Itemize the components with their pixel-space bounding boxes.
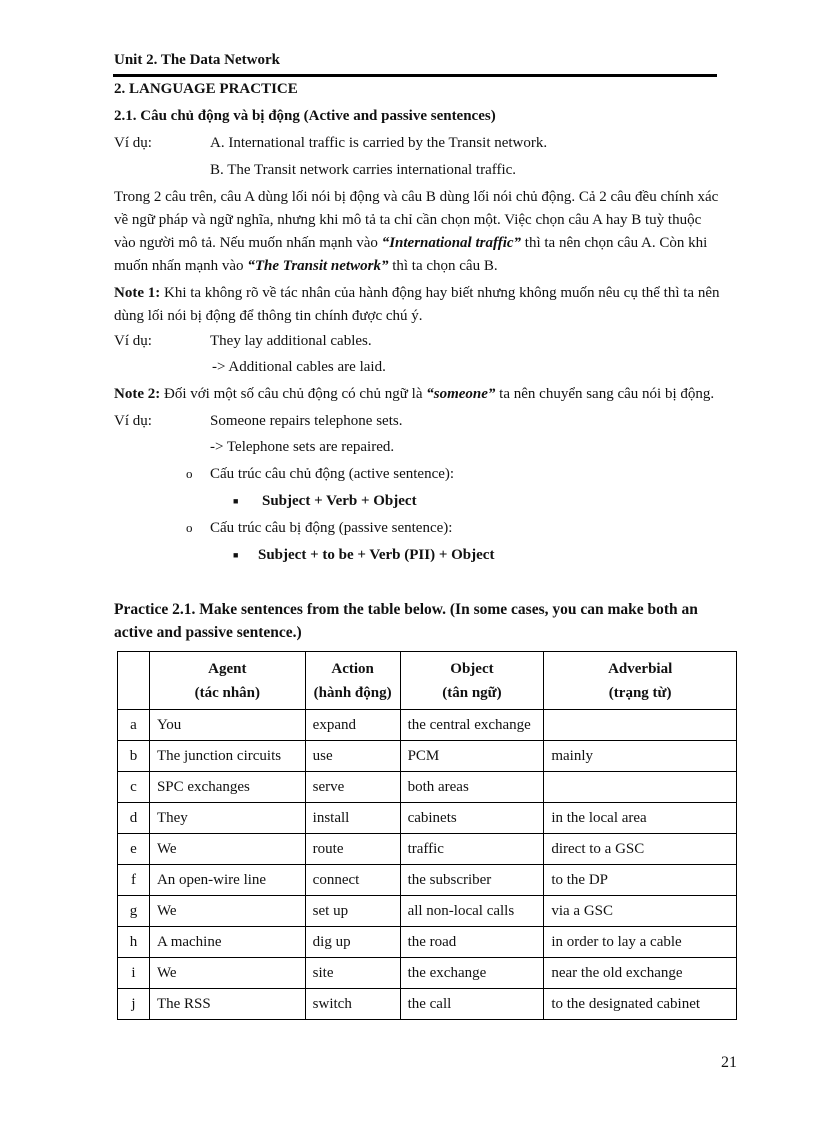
note-1-label: Note 1: xyxy=(114,285,161,301)
agent-cell: They xyxy=(149,803,305,834)
row-letter: i xyxy=(118,958,150,989)
note-2-text: Đối với một số câu chủ động có chủ ngữ là xyxy=(160,386,427,402)
action-cell: connect xyxy=(305,865,400,896)
object-cell: the subscriber xyxy=(400,865,544,896)
running-header: Unit 2. The Data Network xyxy=(114,52,280,68)
passive-structure-formula: Subject + to be + Verb (PII) + Object xyxy=(258,547,495,563)
action-cell: serve xyxy=(305,772,400,803)
table-row xyxy=(118,803,737,834)
action-cell: route xyxy=(305,834,400,865)
practice-instruction-line-1: Practice 2.1. Make sentences from the table below. (In some cases, you can make both an xyxy=(114,601,698,618)
paragraph-line-4 xyxy=(114,256,498,276)
agent-cell: We xyxy=(149,958,305,989)
object-cell: both areas xyxy=(400,772,544,803)
header-sublabel: (trạng từ) xyxy=(608,684,672,701)
paragraph-line-2: về ngữ pháp và ngữ nghĩa, nhưng khi mô tả ta chỉ cần chọn một. Việc chọn câu A hay B tuỳ thuộc xyxy=(114,212,702,228)
header-label: Object xyxy=(450,660,494,677)
note-2-text: ta nên chuyển sang câu nói bị động. xyxy=(495,386,715,402)
adverbial-cell xyxy=(544,772,737,803)
adverbial-cell: in order to lay a cable xyxy=(544,927,737,958)
table-row xyxy=(118,927,737,958)
emphasis-transit-network: “The Transit network” xyxy=(247,258,389,274)
table-row xyxy=(118,989,737,1020)
paragraph-line-3 xyxy=(114,233,707,253)
header-sublabel: (tác nhân) xyxy=(194,684,261,701)
action-cell: dig up xyxy=(305,927,400,958)
action-cell: use xyxy=(305,741,400,772)
object-cell: PCM xyxy=(400,741,544,772)
note-1-example-1: They lay additional cables. xyxy=(210,333,372,349)
object-cell: all non-local calls xyxy=(400,896,544,927)
action-cell: set up xyxy=(305,896,400,927)
header-action xyxy=(305,652,400,710)
paragraph-text: thì ta nên chọn câu A. Còn khi xyxy=(521,235,708,251)
table-row xyxy=(118,710,737,741)
agent-cell: An open-wire line xyxy=(149,865,305,896)
table-row xyxy=(118,772,737,803)
row-letter: c xyxy=(118,772,150,803)
section-subtitle: 2.1. Câu chủ động và bị động (Active and passive sentences) xyxy=(114,108,496,124)
row-letter: d xyxy=(118,803,150,834)
active-structure-formula: Subject + Verb + Object xyxy=(262,493,417,509)
note-2 xyxy=(114,384,714,404)
table-row xyxy=(118,741,737,772)
note-1-text: Khi ta không rõ về tác nhân của hành động hay biết nhưng không muốn nêu cụ thể thì ta nên xyxy=(160,285,720,301)
action-cell: site xyxy=(305,958,400,989)
row-letter: a xyxy=(118,710,150,741)
paragraph-text: muốn nhấn mạnh vào xyxy=(114,258,248,274)
agent-cell: SPC exchanges xyxy=(149,772,305,803)
header-label: Adverbial xyxy=(608,660,673,677)
paragraph-line-1: Trong 2 câu trên, câu A dùng lối nói bị động và câu B dùng lối nói chủ động. Cả 2 câu đều chính xác xyxy=(114,189,719,205)
note-1-example-2: -> Additional cables are laid. xyxy=(212,359,386,375)
header-label: Agent xyxy=(208,660,247,677)
agent-cell: A machine xyxy=(149,927,305,958)
note-2-example-label: Ví dụ: xyxy=(114,413,152,429)
active-structure-label: Cấu trúc câu chủ động (active sentence): xyxy=(210,466,455,482)
header-object xyxy=(400,652,544,710)
section-title: 2. LANGUAGE PRACTICE xyxy=(114,81,298,97)
note-2-label: Note 2: xyxy=(114,386,161,402)
row-letter: j xyxy=(118,989,150,1020)
square-bullet-icon: ■ xyxy=(233,496,239,506)
agent-cell: We xyxy=(149,834,305,865)
action-cell: install xyxy=(305,803,400,834)
emphasis-international-traffic: “International traffic” xyxy=(381,235,522,251)
agent-cell: You xyxy=(149,710,305,741)
row-letter: e xyxy=(118,834,150,865)
practice-instruction-line-2: active and passive sentence.) xyxy=(114,624,302,641)
header-label: Action xyxy=(331,660,374,677)
example-label: Ví dụ: xyxy=(114,135,152,151)
adverbial-cell: in the local area xyxy=(544,803,737,834)
action-cell: expand xyxy=(305,710,400,741)
adverbial-cell xyxy=(544,710,737,741)
note-1-example-label: Ví dụ: xyxy=(114,333,152,349)
row-letter: f xyxy=(118,865,150,896)
header-sublabel: (hành động) xyxy=(313,684,392,701)
object-cell: cabinets xyxy=(400,803,544,834)
object-cell: the road xyxy=(400,927,544,958)
header-agent xyxy=(149,652,305,710)
agent-cell: The junction circuits xyxy=(149,741,305,772)
square-bullet-icon: ■ xyxy=(233,550,239,560)
agent-cell: We xyxy=(149,896,305,927)
paragraph-text: vào người mô tả. Nếu muốn nhấn mạnh vào xyxy=(114,235,382,251)
row-letter: b xyxy=(118,741,150,772)
circle-bullet-icon: o xyxy=(186,520,193,535)
emphasis-someone: “someone” xyxy=(426,386,496,402)
page-number: 21 xyxy=(721,1054,737,1071)
adverbial-cell: to the designated cabinet xyxy=(544,989,737,1020)
passive-structure-label: Cấu trúc câu bị động (passive sentence): xyxy=(210,520,453,536)
adverbial-cell: near the old exchange xyxy=(544,958,737,989)
note-1 xyxy=(114,283,719,303)
object-cell: the central exchange xyxy=(400,710,544,741)
circle-bullet-icon: o xyxy=(186,466,193,481)
object-cell: traffic xyxy=(400,834,544,865)
header-adverbial xyxy=(544,652,737,710)
adverbial-cell: mainly xyxy=(544,741,737,772)
note-2-example-1: Someone repairs telephone sets. xyxy=(210,413,403,429)
agent-cell: The RSS xyxy=(149,989,305,1020)
paragraph-text: thì ta chọn câu B. xyxy=(388,258,498,274)
table-row xyxy=(118,896,737,927)
object-cell: the exchange xyxy=(400,958,544,989)
row-letter: h xyxy=(118,927,150,958)
object-cell: the call xyxy=(400,989,544,1020)
row-letter: g xyxy=(118,896,150,927)
note-1-line-2: dùng lối nói bị động để thông tin chính được chú ý. xyxy=(114,308,423,324)
header-sublabel: (tân ngữ) xyxy=(442,684,502,701)
action-cell: switch xyxy=(305,989,400,1020)
adverbial-cell: to the DP xyxy=(544,865,737,896)
table-row xyxy=(118,958,737,989)
example-sentence-a: A. International traffic is carried by the Transit network. xyxy=(210,135,548,151)
table-header-row xyxy=(118,652,737,710)
table-row xyxy=(118,865,737,896)
header-rule xyxy=(113,74,717,77)
practice-table xyxy=(117,651,737,1020)
example-sentence-b: B. The Transit network carries international traffic. xyxy=(210,162,517,178)
table-row xyxy=(118,834,737,865)
note-2-example-2: -> Telephone sets are repaired. xyxy=(210,439,395,455)
adverbial-cell: direct to a GSC xyxy=(544,834,737,865)
adverbial-cell: via a GSC xyxy=(544,896,737,927)
header-letter-cell xyxy=(118,652,150,710)
